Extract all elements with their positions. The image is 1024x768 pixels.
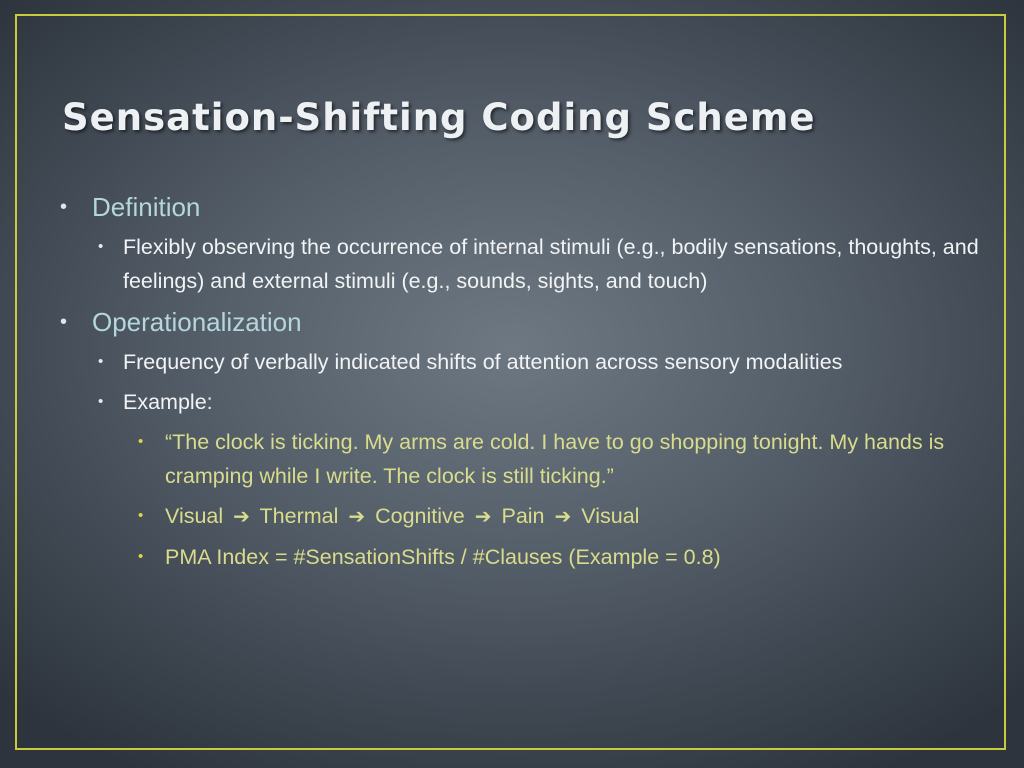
example-label: Example: (123, 390, 213, 414)
sensation-sequence (165, 504, 639, 528)
sequence-step: Visual (165, 504, 224, 528)
bullet-icon: • (60, 311, 68, 333)
bullet-sequence (138, 499, 990, 534)
bullet-icon: • (98, 393, 104, 410)
definition-heading: Definition (92, 192, 201, 222)
bullet-icon: • (98, 238, 104, 255)
slide-body (60, 190, 990, 574)
bullet-icon: • (60, 196, 68, 218)
right-arrow-icon: ➔ (233, 506, 250, 528)
operationalization-heading: Operationalization (92, 307, 302, 337)
bullet-frequency (98, 345, 990, 379)
sequence-step: Cognitive (375, 504, 465, 528)
definition-text: Flexibly observing the occurrence of internal stimuli (e.g., bodily sensations, thoughts, and feelings) and external stimuli (e.g., sounds, sights, and touch) (123, 235, 979, 293)
slide-title: Sensation-Shifting Coding Scheme (62, 96, 816, 139)
bullet-icon: • (138, 433, 144, 450)
sequence-step: Thermal (259, 504, 339, 528)
sequence-step: Pain (501, 504, 545, 528)
sequence-step: Visual (581, 504, 640, 528)
bullet-definition (60, 190, 990, 224)
bullet-definition-text (98, 230, 990, 298)
bullet-quote (138, 425, 990, 493)
right-arrow-icon: ➔ (348, 506, 366, 528)
bullet-icon: • (138, 548, 144, 565)
frequency-text: Frequency of verbally indicated shifts of attention across sensory modalities (123, 350, 843, 374)
right-arrow-icon: ➔ (554, 506, 572, 528)
example-quote: “The clock is ticking. My arms are cold. I have to go shopping tonight. My hands is cramping while I write. The clock is still ticking.” (165, 430, 945, 488)
bullet-formula (138, 540, 990, 574)
bullet-operationalization (60, 305, 990, 339)
bullet-icon: • (98, 353, 104, 370)
pma-index-formula: PMA Index = #SensationShifts / #Clauses (Example = 0.8) (165, 545, 721, 569)
right-arrow-icon: ➔ (474, 506, 492, 528)
bullet-example (98, 385, 990, 419)
bullet-icon: • (138, 507, 144, 524)
